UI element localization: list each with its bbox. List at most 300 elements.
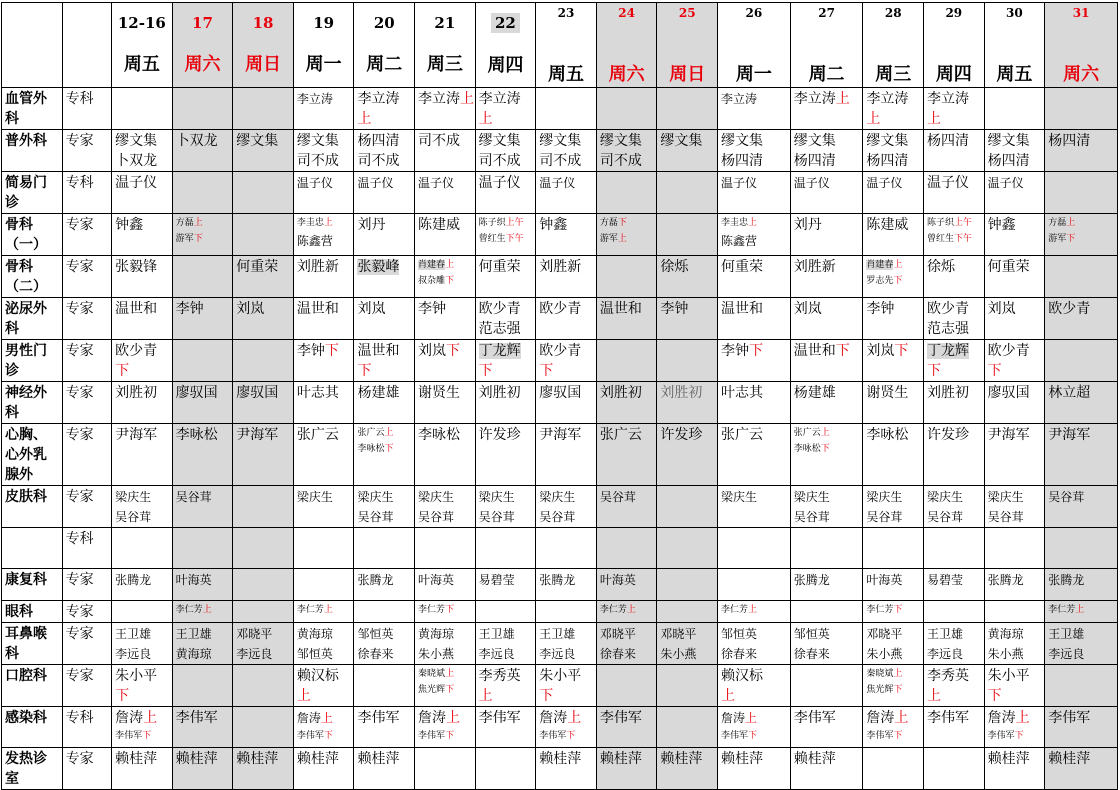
doctor-name: 张广云 bbox=[296, 427, 339, 443]
doctor-name: 欧少青 bbox=[539, 301, 582, 317]
doctor-entry bbox=[539, 624, 594, 644]
schedule-cell bbox=[354, 130, 415, 172]
shift-tag: 上 bbox=[894, 710, 909, 726]
doctor-name: 王卫雄 bbox=[927, 627, 964, 641]
doctor-name: 秦晓斌 bbox=[866, 669, 894, 679]
doctor-name: 叶海英 bbox=[866, 573, 903, 587]
doctor-entry bbox=[927, 361, 982, 381]
doctor-entry bbox=[297, 299, 352, 319]
doctor-name: 张腾龙 bbox=[793, 573, 830, 587]
shift-tag: 下 bbox=[478, 363, 493, 379]
schedule-cell bbox=[718, 623, 791, 665]
doctor-name: 李咏松 bbox=[866, 427, 909, 443]
shift-tag: 上 bbox=[721, 688, 736, 704]
doctor-entry bbox=[297, 487, 352, 507]
schedule-cell bbox=[790, 298, 863, 340]
schedule-cell bbox=[863, 424, 924, 486]
doctor-name: 缪文集 bbox=[236, 133, 279, 149]
doctor-name: 游军 bbox=[175, 234, 194, 244]
weekday-label: 周五 bbox=[123, 54, 160, 75]
doctor-name: 李秀英 bbox=[478, 668, 521, 684]
schedule-cell bbox=[233, 665, 294, 707]
schedule-cell bbox=[863, 88, 924, 130]
doctor-name: 王卫雄 bbox=[478, 627, 515, 641]
doctor-name: 缪文集 bbox=[115, 133, 158, 149]
date-header-cell bbox=[536, 3, 597, 88]
doctor-name: 李仁芳 bbox=[866, 605, 894, 615]
doctor-entry bbox=[1048, 425, 1115, 445]
doctor-entry bbox=[794, 151, 861, 171]
schedule-cell bbox=[112, 601, 173, 623]
doctor-entry bbox=[357, 89, 412, 109]
doctor-entry bbox=[539, 728, 594, 744]
doctor-name: 李立涛 bbox=[721, 92, 758, 106]
doctor-name: 李立涛 bbox=[357, 91, 400, 107]
schedule-cell bbox=[596, 601, 657, 623]
schedule-cell bbox=[293, 298, 354, 340]
doctor-name: 欧少青 bbox=[1048, 301, 1091, 317]
doctor-name: 赖桂萍 bbox=[793, 751, 836, 767]
doctor-entry bbox=[479, 89, 534, 109]
doctor-name: 张腾龙 bbox=[539, 573, 576, 587]
shift-tag: 上 bbox=[893, 669, 903, 679]
schedule-cell bbox=[536, 214, 597, 256]
schedule-cell bbox=[233, 298, 294, 340]
doctor-name: 梁庆生 bbox=[115, 490, 152, 504]
doctor-entry bbox=[297, 173, 352, 193]
schedule-cell bbox=[293, 382, 354, 424]
doctor-name: 赖桂萍 bbox=[599, 751, 642, 767]
weekday-label: 周六 bbox=[608, 64, 645, 85]
schedule-cell bbox=[657, 130, 718, 172]
doctor-name: 杨建雄 bbox=[793, 385, 836, 401]
schedule-cell bbox=[863, 748, 924, 790]
doctor-name: 李伟军 bbox=[987, 731, 1015, 741]
doctor-name: 李远良 bbox=[115, 647, 152, 661]
schedule-cell bbox=[657, 486, 718, 528]
doctor-entry bbox=[660, 131, 715, 151]
shift-tag: 下午 bbox=[505, 234, 524, 244]
doctor-name: 黄海琼 bbox=[175, 647, 212, 661]
weekday-label: 周三 bbox=[875, 64, 912, 85]
doctor-entry bbox=[600, 383, 655, 403]
weekday-label: 周四 bbox=[487, 54, 524, 76]
schedule-cell bbox=[718, 486, 791, 528]
department-cell: 耳鼻喉科 bbox=[2, 623, 63, 665]
doctor-entry bbox=[927, 666, 982, 686]
schedule-cell bbox=[863, 382, 924, 424]
schedule-row bbox=[2, 214, 1118, 256]
doctor-name: 徐春来 bbox=[721, 647, 758, 661]
doctor-name: 吴谷茸 bbox=[927, 510, 964, 524]
doctor-name: 叶志其 bbox=[721, 385, 764, 401]
doctor-entry bbox=[115, 151, 170, 171]
doctor-entry bbox=[988, 131, 1043, 151]
schedule-cell bbox=[112, 172, 173, 214]
shift-tag: 下 bbox=[384, 444, 394, 454]
corner-cell-dept bbox=[2, 3, 63, 88]
schedule-cell bbox=[172, 748, 233, 790]
doctor-name: 司不成 bbox=[539, 153, 582, 169]
schedule-cell bbox=[657, 569, 718, 601]
doctor-entry bbox=[1048, 708, 1115, 728]
schedule-cell bbox=[984, 172, 1045, 214]
doctor-name: 李钟 bbox=[296, 343, 325, 359]
doctor-entry bbox=[721, 644, 788, 664]
clinic-type-cell: 专家 bbox=[62, 340, 111, 382]
doctor-name: 王卫雄 bbox=[1048, 627, 1085, 641]
doctor-entry bbox=[927, 257, 982, 277]
doctor-name: 李仁芳 bbox=[175, 605, 203, 615]
schedule-cell bbox=[172, 172, 233, 214]
schedule-row bbox=[2, 665, 1118, 707]
doctor-name: 肖建春 bbox=[866, 260, 894, 270]
schedule-cell bbox=[984, 569, 1045, 601]
schedule-cell bbox=[172, 665, 233, 707]
schedule-cell bbox=[924, 424, 985, 486]
date-number: 30 bbox=[1006, 6, 1023, 20]
doctor-entry bbox=[927, 487, 982, 507]
doctor-name: 司不成 bbox=[296, 153, 339, 169]
schedule-row bbox=[2, 382, 1118, 424]
schedule-cell bbox=[790, 528, 863, 569]
schedule-cell bbox=[1045, 172, 1118, 214]
doctor-entry bbox=[927, 341, 982, 361]
doctor-name: 钟鑫 bbox=[539, 217, 568, 233]
doctor-entry bbox=[236, 299, 291, 319]
doctor-entry bbox=[927, 624, 982, 644]
schedule-cell bbox=[354, 569, 415, 601]
doctor-entry bbox=[988, 708, 1043, 728]
doctor-entry bbox=[176, 215, 231, 231]
schedule-cell bbox=[1045, 623, 1118, 665]
doctor-entry bbox=[418, 507, 473, 527]
doctor-entry bbox=[927, 383, 982, 403]
doctor-entry bbox=[297, 728, 352, 744]
date-header-cell bbox=[112, 3, 173, 88]
schedule-cell bbox=[536, 88, 597, 130]
doctor-entry bbox=[927, 425, 982, 445]
schedule-cell bbox=[354, 528, 415, 569]
doctor-entry bbox=[418, 173, 473, 193]
date-number: 17 bbox=[192, 14, 213, 32]
doctor-entry bbox=[660, 383, 715, 403]
doctor-name: 刘胜新 bbox=[296, 259, 339, 275]
weekday-label: 周二 bbox=[366, 54, 403, 75]
doctor-entry bbox=[794, 441, 861, 457]
doctor-entry bbox=[479, 383, 534, 403]
doctor-name: 赖桂萍 bbox=[1048, 751, 1091, 767]
schedule-cell bbox=[596, 130, 657, 172]
shift-tag: 上 bbox=[626, 605, 636, 615]
schedule-cell bbox=[536, 569, 597, 601]
schedule-cell bbox=[172, 214, 233, 256]
schedule-cell bbox=[863, 623, 924, 665]
shift-tag: 下 bbox=[617, 218, 627, 228]
doctor-name: 詹涛 bbox=[987, 710, 1016, 726]
schedule-cell bbox=[596, 298, 657, 340]
shift-tag: 下 bbox=[893, 731, 903, 741]
doctor-name: 李咏松 bbox=[793, 444, 821, 454]
schedule-cell bbox=[790, 601, 863, 623]
clinic-type-cell: 专科 bbox=[62, 707, 111, 748]
doctor-name: 焦光辉 bbox=[866, 685, 894, 695]
doctor-name: 廖驭国 bbox=[236, 385, 279, 401]
doctor-name: 叶海英 bbox=[418, 573, 455, 587]
schedule-cell bbox=[233, 601, 294, 623]
schedule-cell bbox=[984, 298, 1045, 340]
doctor-name: 陈鑫营 bbox=[721, 234, 758, 248]
doctor-entry bbox=[357, 361, 412, 381]
schedule-cell bbox=[475, 707, 536, 748]
header-row bbox=[2, 3, 1118, 88]
doctor-entry bbox=[988, 507, 1043, 527]
clinic-type-cell: 专家 bbox=[62, 665, 111, 707]
doctor-entry bbox=[866, 383, 921, 403]
doctor-entry bbox=[176, 299, 231, 319]
schedule-cell bbox=[172, 298, 233, 340]
doctor-name: 李仁芳 bbox=[1048, 605, 1076, 615]
schedule-cell bbox=[475, 424, 536, 486]
doctor-entry bbox=[418, 666, 473, 682]
shift-tag: 上 bbox=[1015, 710, 1030, 726]
doctor-name: 詹涛 bbox=[115, 710, 144, 726]
schedule-row bbox=[2, 256, 1118, 298]
doctor-name: 张腾龙 bbox=[115, 573, 152, 587]
schedule-cell bbox=[863, 130, 924, 172]
doctor-name: 李立涛 bbox=[296, 92, 333, 106]
schedule-cell bbox=[596, 88, 657, 130]
doctor-name: 赖桂萍 bbox=[236, 751, 279, 767]
schedule-cell bbox=[172, 424, 233, 486]
doctor-name: 杨四清 bbox=[1048, 133, 1091, 149]
schedule-cell bbox=[984, 130, 1045, 172]
clinic-type-cell: 专家 bbox=[62, 214, 111, 256]
schedule-cell bbox=[475, 172, 536, 214]
doctor-name: 杨四清 bbox=[987, 153, 1030, 169]
doctor-name: 赖桂萍 bbox=[357, 751, 400, 767]
doctor-entry bbox=[539, 131, 594, 151]
doctor-name: 卜双龙 bbox=[115, 153, 158, 169]
doctor-entry bbox=[479, 131, 534, 151]
schedule-cell bbox=[596, 569, 657, 601]
shift-tag: 下 bbox=[445, 605, 455, 615]
doctor-entry bbox=[866, 666, 921, 682]
date-header-cell bbox=[790, 3, 863, 88]
doctor-name: 李远良 bbox=[539, 647, 576, 661]
doctor-entry bbox=[479, 644, 534, 664]
doctor-entry bbox=[479, 425, 534, 445]
date-header-cell bbox=[718, 3, 791, 88]
schedule-cell bbox=[112, 382, 173, 424]
schedule-cell bbox=[415, 569, 476, 601]
doctor-entry bbox=[794, 570, 861, 590]
doctor-name: 陈鑫营 bbox=[296, 234, 333, 248]
schedule-cell bbox=[415, 88, 476, 130]
doctor-name: 邹恒英 bbox=[357, 627, 394, 641]
schedule-cell bbox=[233, 623, 294, 665]
schedule-cell bbox=[596, 623, 657, 665]
weekday-label: 周六 bbox=[1063, 64, 1100, 85]
doctor-name: 刘岚 bbox=[418, 343, 447, 359]
doctor-name: 吴谷茸 bbox=[539, 510, 576, 524]
doctor-entry bbox=[479, 570, 534, 590]
shift-tag: 下 bbox=[749, 343, 764, 359]
doctor-name: 范志强 bbox=[478, 321, 521, 337]
date-number: 26 bbox=[745, 6, 763, 20]
doctor-entry bbox=[115, 728, 170, 744]
schedule-cell bbox=[536, 748, 597, 790]
schedule-cell bbox=[475, 623, 536, 665]
clinic-type-cell: 专家 bbox=[62, 424, 111, 486]
doctor-entry bbox=[600, 151, 655, 171]
schedule-cell bbox=[863, 298, 924, 340]
schedule-cell bbox=[293, 424, 354, 486]
doctor-entry bbox=[794, 644, 861, 664]
doctor-entry bbox=[297, 425, 352, 445]
schedule-cell bbox=[790, 486, 863, 528]
date-header-cell bbox=[596, 3, 657, 88]
doctor-name: 叶海英 bbox=[599, 573, 636, 587]
doctor-entry bbox=[794, 749, 861, 769]
doctor-name: 张广云 bbox=[599, 427, 642, 443]
doctor-entry bbox=[176, 570, 231, 590]
schedule-cell bbox=[233, 528, 294, 569]
doctor-name: 刘岚 bbox=[987, 301, 1016, 317]
shift-tag: 上 bbox=[748, 218, 758, 228]
schedule-cell bbox=[172, 528, 233, 569]
doctor-name: 李远良 bbox=[1048, 647, 1085, 661]
schedule-cell bbox=[718, 707, 791, 748]
doctor-name: 詹涛 bbox=[866, 710, 895, 726]
doctor-name: 梁庆生 bbox=[478, 490, 515, 504]
doctor-name: 杨四清 bbox=[793, 153, 836, 169]
doctor-name: 方磊 bbox=[1048, 218, 1067, 228]
shift-tag: 上 bbox=[1075, 605, 1085, 615]
doctor-entry bbox=[927, 644, 982, 664]
schedule-cell bbox=[172, 623, 233, 665]
doctor-entry bbox=[866, 89, 921, 109]
shift-tag: 下 bbox=[987, 688, 1002, 704]
doctor-entry bbox=[418, 341, 473, 361]
doctor-entry bbox=[1048, 383, 1115, 403]
doctor-entry bbox=[418, 131, 473, 151]
doctor-name: 王卫雄 bbox=[115, 627, 152, 641]
doctor-entry bbox=[927, 507, 982, 527]
doctor-name: 温子仪 bbox=[866, 176, 903, 190]
schedule-cell bbox=[415, 424, 476, 486]
doctor-entry bbox=[600, 299, 655, 319]
doctor-name: 李钟 bbox=[418, 301, 447, 317]
doctor-name: 邹恒英 bbox=[721, 627, 758, 641]
doctor-name: 司不成 bbox=[599, 153, 642, 169]
doctor-entry bbox=[418, 299, 473, 319]
doctor-name: 李伟军 bbox=[866, 731, 894, 741]
schedule-cell bbox=[924, 569, 985, 601]
schedule-cell bbox=[596, 528, 657, 569]
schedule-cell bbox=[172, 382, 233, 424]
doctor-name: 王卫雄 bbox=[539, 627, 576, 641]
schedule-cell bbox=[536, 130, 597, 172]
doctor-entry bbox=[794, 341, 861, 361]
doctor-entry bbox=[927, 708, 982, 728]
clinic-type-cell: 专家 bbox=[62, 748, 111, 790]
doctor-name: 吴谷茸 bbox=[175, 490, 212, 504]
shift-tag: 下 bbox=[893, 685, 903, 695]
doctor-name: 司不成 bbox=[357, 153, 400, 169]
doctor-name: 梁庆生 bbox=[721, 490, 758, 504]
doctor-entry bbox=[236, 131, 291, 151]
doctor-entry bbox=[418, 728, 473, 744]
shift-tag: 上 bbox=[357, 111, 372, 127]
doctor-entry bbox=[418, 425, 473, 445]
shift-tag: 下 bbox=[115, 688, 130, 704]
doctor-entry bbox=[794, 299, 861, 319]
doctor-entry bbox=[1048, 624, 1115, 644]
doctor-name: 吴谷茸 bbox=[599, 490, 636, 504]
date-number: 23 bbox=[557, 6, 575, 20]
schedule-cell bbox=[354, 172, 415, 214]
doctor-entry bbox=[988, 361, 1043, 381]
doctor-entry bbox=[988, 624, 1043, 644]
doctor-name: 易碧莹 bbox=[927, 573, 964, 587]
doctor-name: 刘丹 bbox=[793, 217, 822, 233]
shift-tag: 下 bbox=[893, 276, 903, 286]
schedule-row bbox=[2, 298, 1118, 340]
doctor-name: 徐春来 bbox=[357, 647, 394, 661]
doctor-name: 赖汉标 bbox=[721, 668, 764, 684]
doctor-entry bbox=[236, 425, 291, 445]
schedule-cell bbox=[1045, 569, 1118, 601]
shift-tag: 上 bbox=[478, 111, 493, 127]
doctor-entry bbox=[539, 425, 594, 445]
schedule-cell bbox=[718, 256, 791, 298]
doctor-entry bbox=[176, 131, 231, 151]
doctor-name: 李远良 bbox=[236, 647, 273, 661]
doctor-entry bbox=[357, 708, 412, 728]
doctor-name: 廖驭国 bbox=[175, 385, 218, 401]
doctor-name: 温子仪 bbox=[539, 176, 576, 190]
schedule-cell bbox=[790, 256, 863, 298]
shift-tag: 上 bbox=[820, 428, 830, 438]
schedule-cell bbox=[112, 665, 173, 707]
doctor-name: 温世和 bbox=[793, 343, 836, 359]
doctor-name: 李咏松 bbox=[357, 444, 385, 454]
schedule-cell bbox=[233, 214, 294, 256]
doctor-name: 杨四清 bbox=[357, 133, 400, 149]
doctor-name: 缪文集 bbox=[866, 133, 909, 149]
doctor-entry bbox=[1048, 487, 1115, 507]
doctor-entry bbox=[115, 131, 170, 151]
doctor-name: 丁龙辉 bbox=[478, 343, 521, 359]
schedule-cell bbox=[790, 214, 863, 256]
schedule-cell bbox=[293, 623, 354, 665]
doctor-name: 李咏松 bbox=[418, 427, 461, 443]
schedule-cell bbox=[790, 707, 863, 748]
doctor-entry bbox=[988, 173, 1043, 193]
doctor-entry bbox=[927, 89, 982, 109]
doctor-name: 李秀英 bbox=[927, 668, 970, 684]
doctor-name: 徐烁 bbox=[927, 259, 956, 275]
doctor-name: 陈建威 bbox=[866, 217, 909, 233]
doctor-name: 廖驭国 bbox=[539, 385, 582, 401]
doctor-entry bbox=[600, 131, 655, 151]
schedule-cell bbox=[293, 707, 354, 748]
department-cell: 心胸、心外乳腺外 bbox=[2, 424, 63, 486]
doctor-entry bbox=[927, 109, 982, 129]
doctor-name: 游军 bbox=[1048, 234, 1067, 244]
schedule-cell bbox=[415, 665, 476, 707]
